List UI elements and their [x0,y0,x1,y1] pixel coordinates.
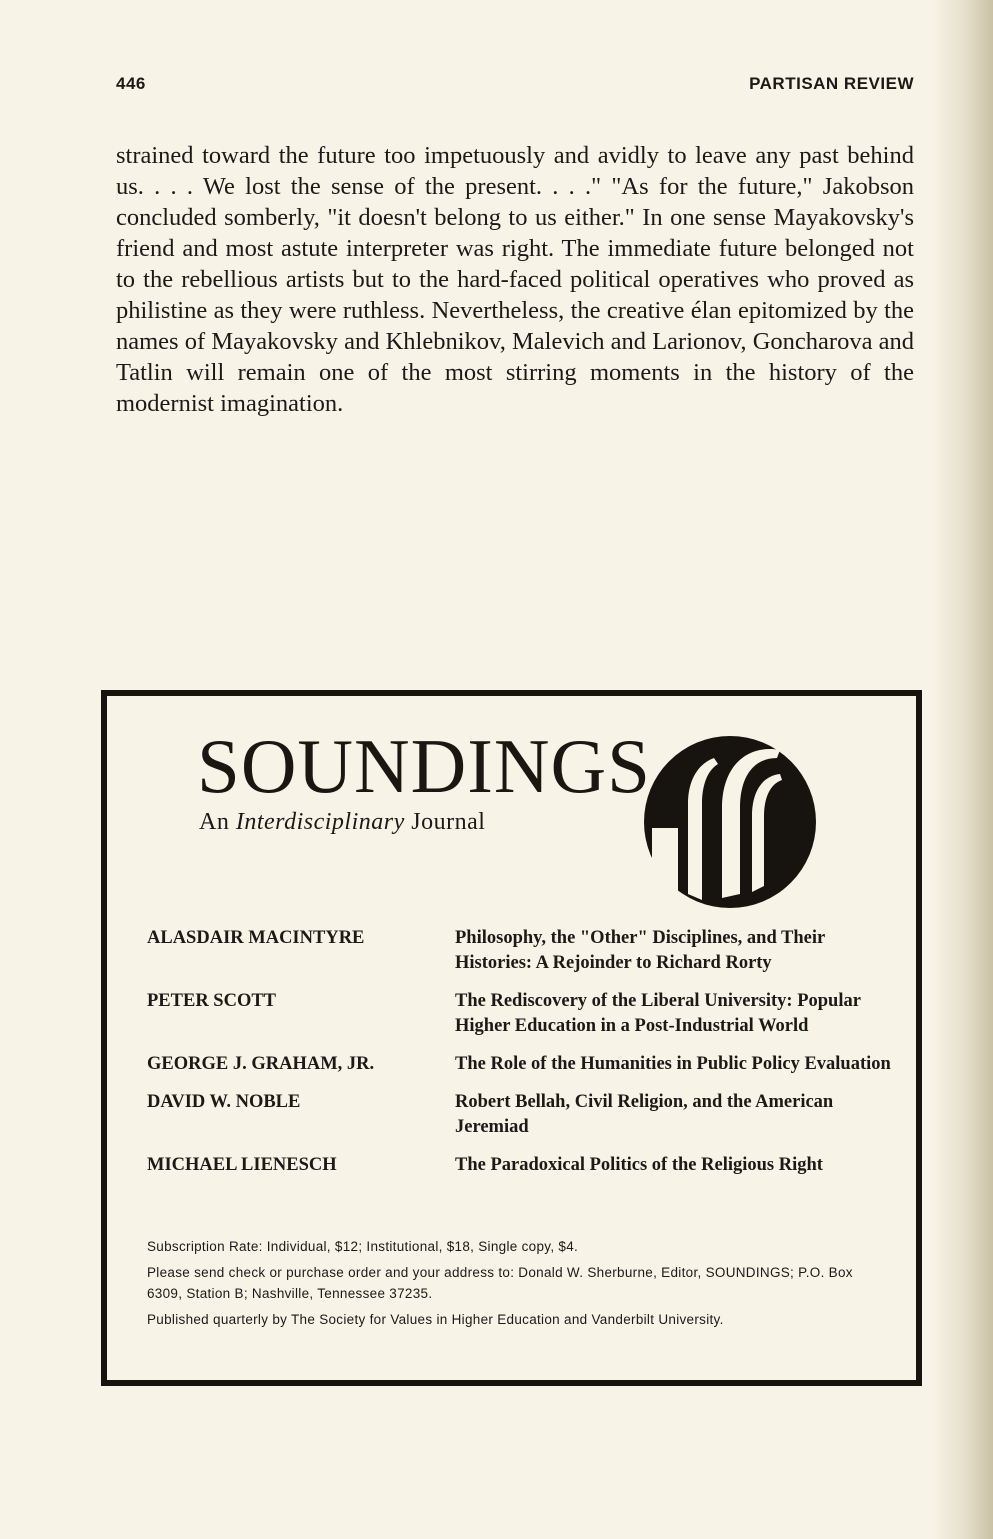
ad-title: SOUNDINGS [197,723,651,809]
article-title: Robert Bellah, Civil Religion, and the American Jeremiad [455,1092,834,1137]
author-name: PETER SCOTT [147,991,277,1011]
soundings-advertisement [101,690,922,1386]
journal-name: PARTISAN REVIEW [749,74,914,93]
ad-footer [147,1236,892,1335]
author-name: GEORGE J. GRAHAM, JR. [147,1054,375,1074]
running-head [116,74,914,100]
subtitle-italic: Interdisciplinary [235,809,405,835]
author-name: MICHAEL LIENESCH [147,1155,337,1175]
subscription-rate: Subscription Rate: Individual, $12; Institutional, $18, Single copy, $4. [147,1239,579,1254]
page-edge-shadow [933,0,993,1539]
contents-row [147,1090,892,1140]
page-number: 446 [116,74,146,93]
contents-row [147,1052,892,1077]
article-title: The Rediscovery of the Liberal University: Popular Higher Education in a Post-Industrial World [455,991,861,1036]
contents-row [147,989,892,1039]
article-title: Philosophy, the "Other" Disciplines, and Their Histories: A Rejoinder to Richard Rorty [455,928,825,973]
article-title: The Role of the Humanities in Public Policy Evaluation [455,1054,891,1074]
article-title: The Paradoxical Politics of the Religious Right [455,1155,823,1175]
author-name: ALASDAIR MACINTYRE [147,928,365,948]
order-info: Please send check or purchase order and your address to: Donald W. Sherburne, Editor, SOUNDINGS; P.O. Box 6309, Station B; Nashville, Tennessee 37235. [147,1265,853,1301]
subtitle-suffix: Journal [411,809,486,835]
body-paragraph: strained toward the future too impetuously and avidly to leave any past behind us. . . . We lost the sense of the present. . . ." "As for the future," Jakobson concluded somberly, "it doesn't belong to us either." In one sense Mayakovsky's friend and most astute interpreter was right. The immediate future belonged not to the rebellious artists but to the hard-faced political operatives who proved as philistine as they were ruthless. Nevertheless, the creative élan epitomized by the names of Mayakovsky and Khlebnikov, Malevich and Larionov, Goncharova and Tatlin will remain one of the most stirring moments in the history of the modernist imagination. [116,142,914,417]
contents-list [147,926,892,1191]
subtitle-prefix: An [199,809,230,835]
contents-row [147,926,892,976]
ad-subtitle [199,809,485,836]
contents-row [147,1153,892,1178]
soundings-logo [602,718,832,913]
publisher-info: Published quarterly by The Society for Values in Higher Education and Vanderbilt University. [147,1312,724,1327]
author-name: DAVID W. NOBLE [147,1092,301,1112]
